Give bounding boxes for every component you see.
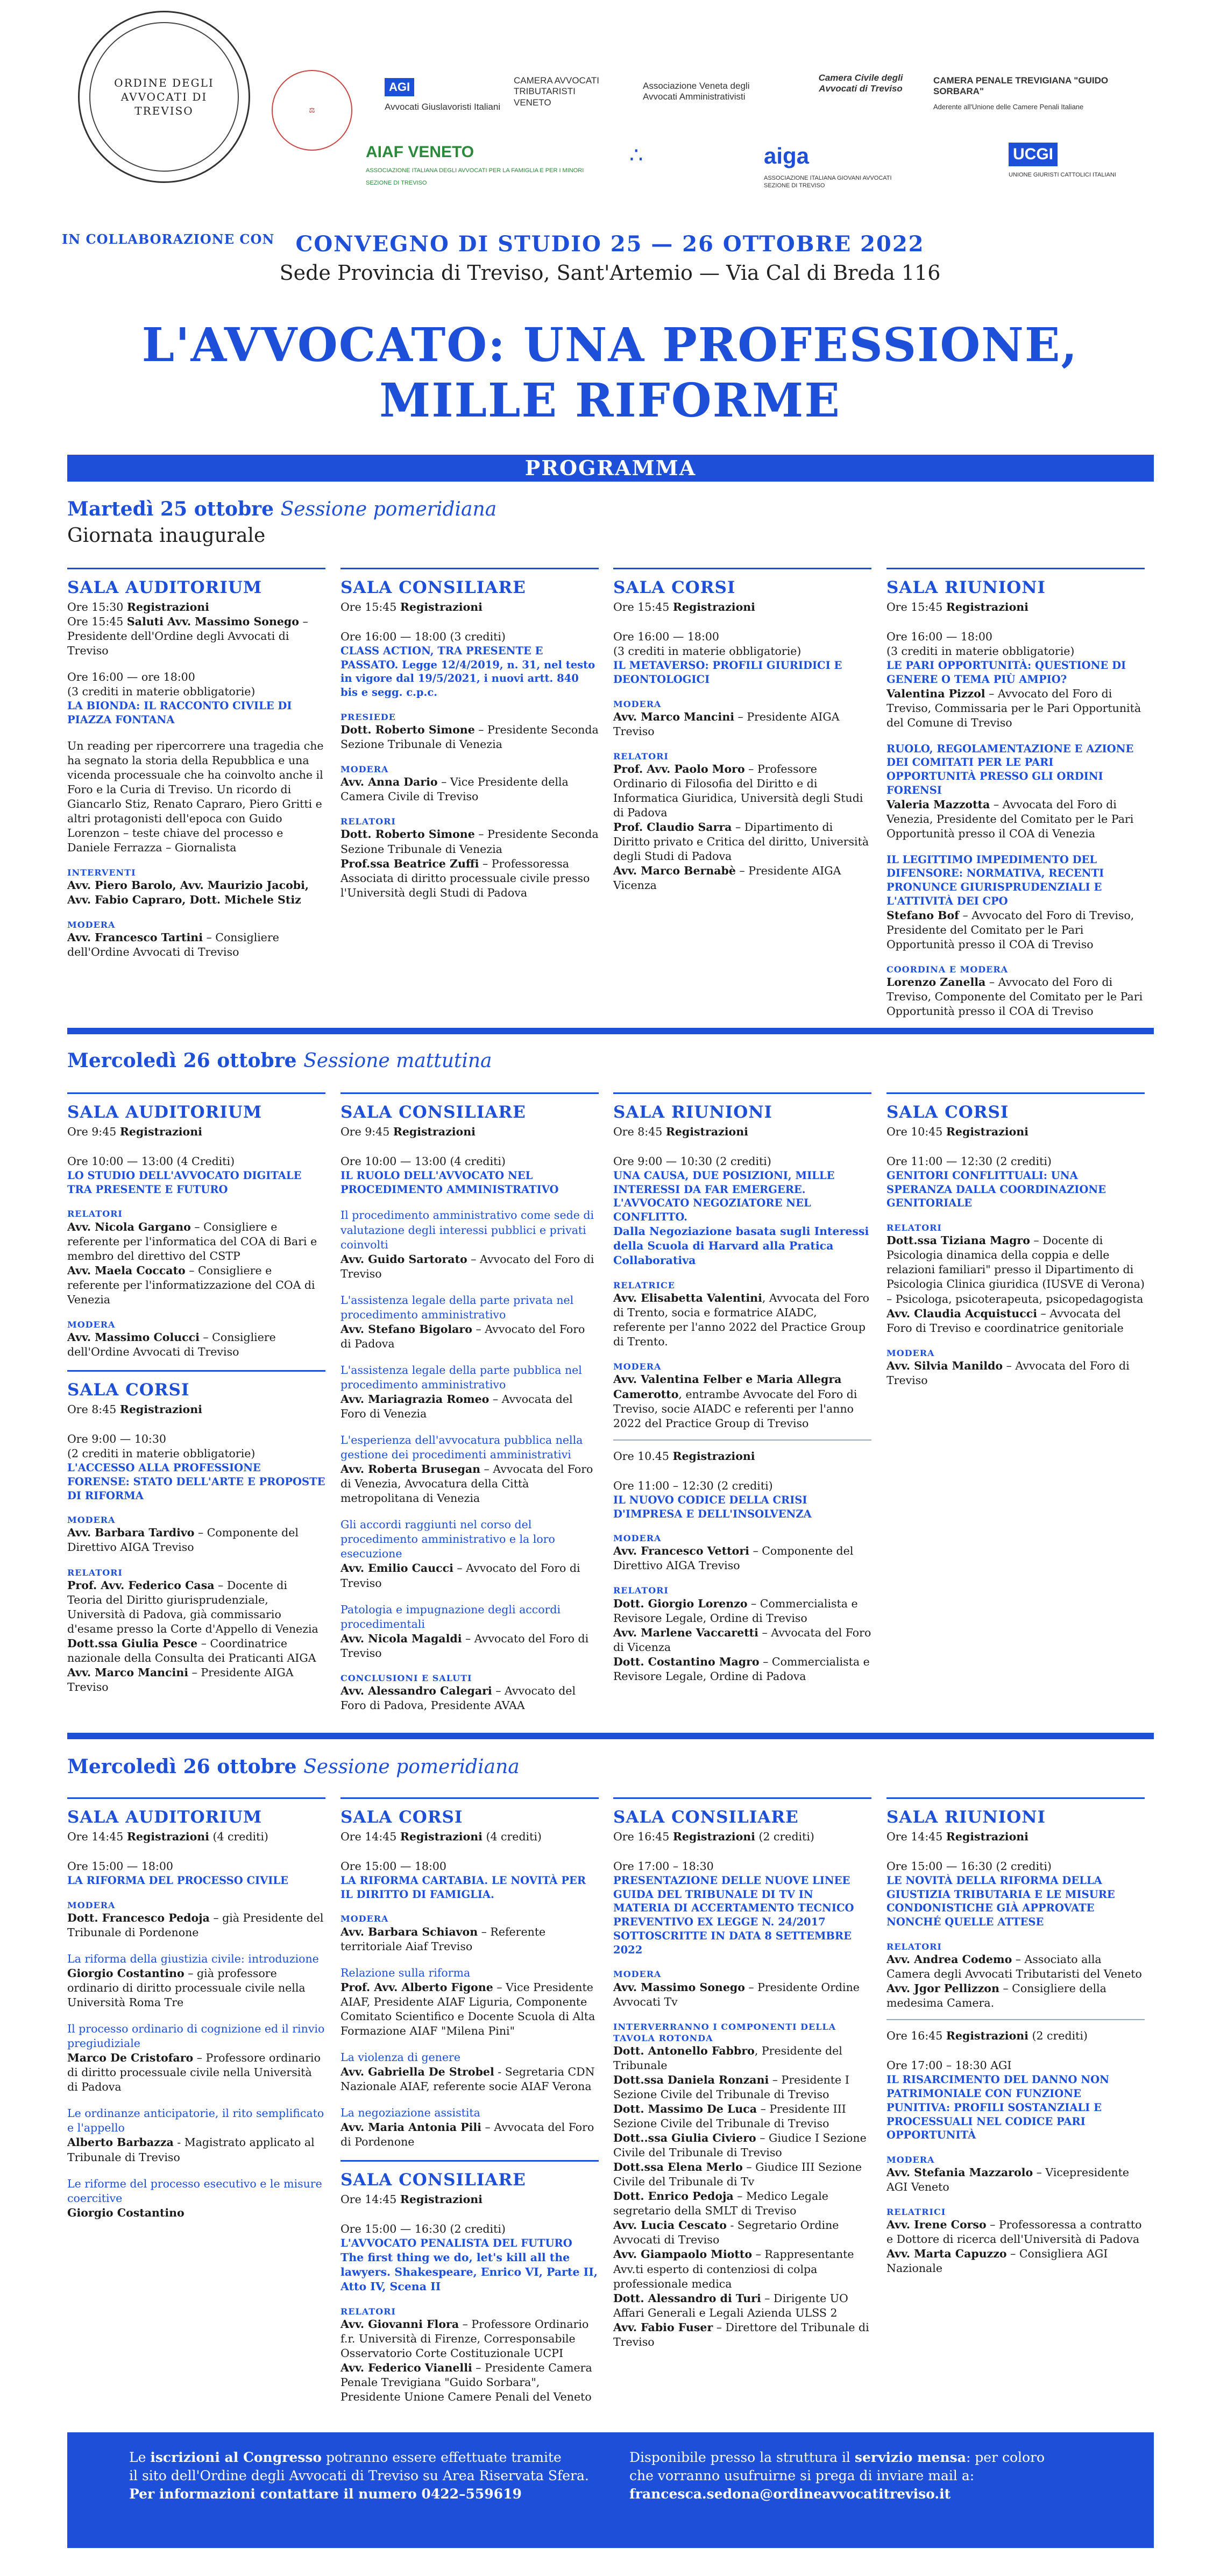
divider-2 bbox=[67, 1733, 1154, 1739]
s2-corsi: SALA CORSI Ore 10:45 Registrazioni Ore 11:00 — 12:30 (2 crediti) GENITORI CONFLITTUALI: UNA SPERANZA DALLA COORDINAZIONE GENITORIALE RELATORI Dott.ssa Tiziana Magro – Docente di Psicologia dinamica della coppia e delle relazioni familiari" presso il Dipartimento di Psicologia Clinica giuridica (IUSVE di Verona) – Psicologa, psicoterapeuta, psicopedagogista Avv. Claudia Acquistucci – Avvocata del Foro di Treviso e coordinatrice genitoriale MODERA Avv. Silvia Manildo – Avvocata del Foro di Treviso bbox=[886, 1092, 1145, 1388]
s2-riunioni: SALA RIUNIONI Ore 8:45 Registrazioni Ore 9:00 — 10:30 (2 crediti) UNA CAUSA, DUE POSIZIONI, MILLE INTERESSI DA FAR EMERGERE. L'AVVOCATO NEGOZIATORE NEL CONFLITTO. Dalla Negoziazione basata sugli Interessi della Scuola di Harvard alla Pratica Collaborativa RELATRICE Avv. Elisabetta Valentini, Avvocata del Foro di Trento, socia e formatrice AIADC, referente per l'anno 2022 del Practice Group di Trento. MODERA Avv. Valentina Felber e Maria Allegra Camerotto, entrambe Avvocate del Foro di Treviso, socie AIADC e referenti per l'anno 2022 del Practice Group di Treviso Ore 10.45 Registrazioni Ore 11:00 – 12:30 (2 crediti) IL NUOVO CODICE DELLA CRISI D'IMPRESA E DELL'INSOLVENZA MODERA Avv. Francesco Vettori – Componente del Direttivo AIGA Treviso RELATORI Dott. Giorgio Lorenzo – Commercialista e Revisore Legale, Ordine di Treviso Avv. Marlene Vaccaretti – Avvocata del Foro di Vicenza Dott. Costantino Magro – Commercialista e Revisore Legale, Ordine di Padova bbox=[613, 1092, 871, 1684]
main-title: L'AVVOCATO: UNA PROFESSIONE, MILLE RIFORME bbox=[141, 318, 1079, 428]
camera-civile-logo: Camera Civile degli Avvocati di Treviso bbox=[818, 73, 903, 94]
onff-logo: ∴ bbox=[629, 144, 643, 167]
sede-line: Sede Provincia di Treviso, Sant'Artemio — Via Cal di Breda 116 bbox=[279, 261, 941, 285]
s2-consiliare: SALA CONSILIARE Ore 9:45 Registrazioni Ore 10:00 — 13:00 (4 crediti) IL RUOLO DELL'AVVOCATO NEL PROCEDIMENTO AMMINISTRATIVO Il procedimento amministrativo come sede di valutazione degli interessi pubblici e privati coinvolti Avv. Guido Sartorato – Avvocato del Foro di Treviso L'assistenza legale della parte privata nel procedimento amministrativo Avv. Stefano Bigolaro – Avvocato del Foro di Padova L'assistenza legale della parte pubblica nel procedimento amministrativo Avv. Mariagrazia Romeo – Avvocata del Foro di Venezia L'esperienza dell'avvocatura pubblica nella gestione dei procedimenti amministrativi Avv. Roberta Brusegan – Avvocata del Foro di Venezia, Avvocatura della Città metropolitana di Venezia Gli accordi raggiunti nel corso del procedimento amministrativo e la loro esecuzione Avv. Emilio Caucci – Avvocato del Foro di Treviso Patologia e impugnazione degli accordi procedimentali Avv. Nicola Magaldi – Avvocato del Foro di Treviso CONCLUSIONI E SALUTI Avv. Alessandro Calegari – Avvocato del Foro di Padova, Presidente AVAA bbox=[341, 1092, 599, 1713]
s3-riunioni: SALA RIUNIONI Ore 14:45 Registrazioni Ore 15:00 — 16:30 (2 crediti) LE NOVITÀ DELLA RIFORMA DELLA GIUSTIZIA TRIBUTARIA E LE MISURE CONDONISTICHE GIÀ APPROVATE NONCHÉ QUELLE ATTESE RELATORI Avv. Andrea Codemo – Associato alla Camera degli Avvocati Tributaristi del Veneto Avv. Jgor Pellizzon – Consigliere della medesima Camera. Ore 16:45 Registrazioni (2 crediti) Ore 17:00 – 18:30 AGI IL RISARCIMENTO DEL DANNO NON PATRIMONIALE CON FUNZIONE PUNITIVA: PROFILI SOSTANZIALI E PROCESSUALI NEL CODICE PARI OPPORTUNITÀ MODERA Avv. Stefania Mazzarolo – Vicepresidente AGI Veneto RELATRICI Avv. Irene Corso – Professoressa a contratto e Dottore di ricerca dell'Università di Padova Avv. Marta Capuzzo – Consigliera AGI Nazionale bbox=[886, 1797, 1145, 2276]
footer-bar bbox=[67, 2432, 1154, 2548]
s1-auditorium: SALA AUDITORIUM Ore 15:30 Registrazioni Ore 15:45 Saluti Avv. Massimo Sonego – Presidente dell'Ordine degli Avvocati di Treviso Ore 16:00 — ore 18:00 (3 crediti in materie obbligatorie) LA BIONDA: IL RACCONTO CIVILE DI PIAZZA FONTANA Un reading per ripercorrere una tragedia che ha segnato la storia della Repubblica e una vicenda processuale che ha coinvolto anche il Foro e la Curia di Treviso. Un ricordo di Giancarlo Stiz, Renato Capraro, Piero Gritti e altri protagonisti dell'epoca con Guido Lorenzon – teste chiave del processo e Daniele Ferrazza – Giornalista INTERVENTI Avv. Piero Barolo, Avv. Maurizio Jacobi, Avv. Fabio Capraro, Dott. Michele Stiz MODERA Avv. Francesco Tartini – Consigliere dell'Ordine Avvocati di Treviso bbox=[67, 568, 325, 959]
agi-logo: AGI Avvocati Giuslavoristi Italiani bbox=[385, 78, 500, 113]
session1-subtitle: Giornata inaugurale bbox=[67, 525, 266, 547]
s3-corsi: SALA CORSI Ore 14:45 Registrazioni (4 crediti) Ore 15:00 — 18:00 LA RIFORMA CARTABIA. LE NOVITÀ PER IL DIRITTO DI FAMIGLIA. MODERA Avv. Barbara Schiavon – Referente territoriale Aiaf Treviso Relazione sulla riforma Prof. Avv. Alberto Figone – Vice Presidente AIAF, Presidente AIAF Liguria, Componente Comitato Scientifico e Docente Scuola di Alta Formazione AIAF "Milena Pini" La violenza di genere Avv. Gabriella De Strobel - Segretaria CDN Nazionale AIAF, referente socie AIAF Verona La negoziazione assistita Avv. Maria Antonia Pili – Avvocata del Foro di Pordenone SALA CONSILIARE Ore 14:45 Registrazioni Ore 15:00 — 16:30 (2 crediti) L'AVVOCATO PENALISTA DEL FUTURO The first thing we do, let's kill all the lawyers. Shakespeare, Enrico VI, Parte II, Atto IV, Scena II RELATORI Avv. Giovanni Flora – Professore Ordinario f.r. Università di Firenze, Corresponsabile Osservatorio Corte Costituzionale UCPI Avv. Federico Vianelli – Presidente Camera Penale Trevigiana "Guido Sorbara", Presidente Unione Camere Penali del Veneto bbox=[341, 1797, 599, 2404]
session2-heading: Mercoledì 26 ottobre Sessione mattutina bbox=[67, 1049, 492, 1072]
divider-1 bbox=[67, 1028, 1154, 1034]
s1-corsi: SALA CORSI Ore 15:45 Registrazioni Ore 16:00 — 18:00 (3 crediti in materie obbligatorie) IL METAVERSO: PROFILI GIURIDICI E DEONTOLOGICI MODERA Avv. Marco Mancini – Presidente AIGA Treviso RELATORI Prof. Avv. Paolo Moro – Professore Ordinario di Filosofia del Diritto e di Informatica Giuridica, Università degli Studi di Padova Prof. Claudio Sarra – Dipartimento di Diritto privato e Critica del diritto, Università degli Studi di Padova Avv. Marco Bernabè – Presidente AIGA Vicenza bbox=[613, 568, 871, 893]
s3-consiliare: SALA CONSILIARE Ore 16:45 Registrazioni (2 crediti) Ore 17:00 – 18:30 PRESENTAZIONE DELLE NUOVE LINEE GUIDA DEL TRIBUNALE DI TV IN MATERIA DI ACCERTAMENTO TECNICO PREVENTIVO EX LEGGE N. 24/2017 SOTTOSCRITTE IN DATA 8 SETTEMBRE 2022 MODERA Avv. Massimo Sonego – Presidente Ordine Avvocati Tv INTERVERRANNO I COMPONENTI DELLA TAVOLA ROTONDA Dott. Antonello Fabbro, Presidente del Tribunale Dott.ssa Daniela Ronzani – Presidente I Sezione Civile del Tribunale di Treviso Dott. Massimo De Luca – Presidente III Sezione Civile del Tribunale di Treviso Dott..ssa Giulia Civiero – Giudice I Sezione Civile del Tribunale di Treviso Dott.ssa Elena Merlo – Giudice III Sezione Civile del Tribunale di Tv Dott. Enrico Pedoja – Medico Legale segretario della SMLT di Treviso Avv. Lucia Cescato - Segretario Ordine Avvocati di Treviso Avv. Giampaolo Miotto – Rappresentante Avv.ti esperto di contenziosi di colpa professionale medica Dott. Alessandro di Turi – Dirigente UO Affari Generali e Legali Azienda ULSS 2 Avv. Fabio Fuser – Direttore del Tribunale di Treviso bbox=[613, 1797, 871, 2349]
programma-bar: PROGRAMMA bbox=[67, 455, 1154, 482]
camera-tributaristi-logo: CAMERA AVVOCATI TRIBUTARISTI VENETO bbox=[514, 75, 600, 108]
session1-heading: Martedì 25 ottobre Sessione pomeridiana bbox=[67, 498, 497, 520]
collab-label: IN COLLABORAZIONE CON bbox=[62, 231, 275, 247]
ordine-logo: ORDINE DEGLI AVVOCATI DI TREVISO bbox=[78, 11, 250, 183]
s2-auditorium: SALA AUDITORIUM Ore 9:45 Registrazioni Ore 10:00 — 13:00 (4 Crediti) LO STUDIO DELL'AVVOCATO DIGITALE TRA PRESENTE E FUTURO RELATORI Avv. Nicola Gargano – Consigliere e referente per l'informatica del COA di Bari e membro del direttivo del CSTP Avv. Maela Coccato – Consigliere e referente per l'informatizzazione del COA di Venezia MODERA Avv. Massimo Colucci – Consigliere dell'Ordine Avvocati di Treviso SALA CORSI Ore 8:45 Registrazioni Ore 9:00 — 10:30 (2 crediti in materie obbligatorie) L'ACCESSO ALLA PROFESSIONE FORENSE: STATO DELL'ARTE E PROPOSTE DI RIFORMA MODERA Avv. Barbara Tardivo – Componente del Direttivo AIGA Treviso RELATORI Prof. Avv. Federico Casa – Docente di Teoria del Diritto giurisprudenziale, Università di Padova, già commissario d'esame presso la Corte d'Appello di Venezia Dott.ssa Giulia Pesce – Coordinatrice nazionale della Consulta dei Praticanti AIGA Avv. Marco Mancini – Presidente AIGA Treviso bbox=[67, 1092, 325, 1695]
s1-riunioni: SALA RIUNIONI Ore 15:45 Registrazioni Ore 16:00 — 18:00 (3 crediti in materie obbligatorie) LE PARI OPPORTUNITÀ: QUESTIONE DI GENERE O TEMA PIÙ AMPIO? Valentina Pizzol – Avvocato del Foro di Treviso, Commissaria per le Pari Opportunità del Comune di Treviso RUOLO, REGOLAMENTAZIONE E AZIONE DEI COMITATI PER LE PARI OPPORTUNITÀ PRESSO GLI ORDINI FORENSI Valeria Mazzotta – Avvocata del Foro di Venezia, Presidente del Comitato per le Pari Opportunità presso il COA di Venezia IL LEGITTIMO IMPEDIMENTO DEL DIFENSORE: NORMATIVA, RECENTI PRONUNCE GIURISPRUDENZIALI E L'ATTIVITÀ DEI CPO Stefano Bof – Avvocato del Foro di Treviso, Presidente del Comitato per le Pari Opportunità presso il COA di Treviso COORDINA E MODERA Lorenzo Zanella – Avvocato del Foro di Treviso, Componente del Comitato per le Pari Opportunità presso il COA di Treviso bbox=[886, 568, 1145, 1019]
s3-auditorium: SALA AUDITORIUM Ore 14:45 Registrazioni (4 crediti) Ore 15:00 — 18:00 LA RIFORMA DEL PROCESSO CIVILE MODERA Dott. Francesco Pedoja – già Presidente del Tribunale di Pordenone La riforma della giustizia civile: introduzione Giorgio Costantino – già professore ordinario di diritto processuale civile nella Università Roma Tre Il processo ordinario di cognizione ed il rinvio pregiudiziale Marco De Cristofaro – Professore ordinario di diritto processuale civile nella Università di Padova Le ordinanze anticipatorie, il rito semplificato e l'appello Alberto Barbazza - Magistrato applicato al Tribunale di Treviso Le riforme del processo esecutivo e le misure coercitive Giorgio Costantino bbox=[67, 1797, 325, 2220]
footer-email-link[interactable]: francesca.sedona@ordineavvocatitreviso.it bbox=[629, 2486, 951, 2502]
session3-heading: Mercoledì 26 ottobre Sessione pomeridiana bbox=[67, 1755, 520, 1778]
assoc-veneta-logo: Associazione Veneta degli Avvocati Amministrativisti bbox=[643, 81, 750, 102]
footer-iscrizioni: Le iscrizioni al Congresso potranno essere effettuate tramite il sito dell'Ordine degli Avvocati di Treviso su Area Riservata Sfera. Per informazioni contattare il numero 0422–559619 bbox=[129, 2450, 589, 2502]
camera-penale-logo: CAMERA PENALE TREVIGIANA "GUIDO SORBARA" Aderente all'Unione delle Camere Penali Italiane bbox=[933, 75, 1109, 111]
footer-mensa: Disponibile presso la struttura il servizio mensa: per coloro che vorranno usufruirne si prega di inviare mail a: francesca.sedona@ordineavvocatitreviso.it bbox=[629, 2448, 1124, 2503]
ordine-cerchio-logo: ⚖ bbox=[272, 70, 352, 151]
aiga-logo: aiga ASSOCIAZIONE ITALIANA GIOVANI AVVOCATI SEZIONE DI TREVISO bbox=[764, 143, 892, 189]
convegno-title: CONVEGNO DI STUDIO 25 — 26 OTTOBRE 2022 bbox=[295, 231, 925, 257]
s1-consiliare: SALA CONSILIARE Ore 15:45 Registrazioni Ore 16:00 — 18:00 (3 crediti) CLASS ACTION, TRA PRESENTE E PASSATO. Legge 12/4/2019, n. 31, nel testo in vigore dal 19/5/2021, i nuovi artt. 840 bis e segg. c.p.c. PRESIEDE Dott. Roberto Simone – Presidente Seconda Sezione Tribunale di Venezia MODERA Avv. Anna Dario – Vice Presidente della Camera Civile di Treviso RELATORI Dott. Roberto Simone – Presidente Seconda Sezione Tribunale di Venezia Prof.ssa Beatrice Zuffi – Professoressa Associata di diritto processuale civile presso l'Università degli Studi di Padova bbox=[341, 568, 599, 900]
aiaf-logo: AIAF VENETO ASSOCIAZIONE ITALIANA DEGLI AVVOCATI PER LA FAMIGLIA E PER I MINORI SEZIONE DI TREVISO bbox=[366, 143, 584, 187]
ucgi-logo: UCGI UNIONE GIURISTI CATTOLICI ITALIANI bbox=[1009, 143, 1116, 179]
